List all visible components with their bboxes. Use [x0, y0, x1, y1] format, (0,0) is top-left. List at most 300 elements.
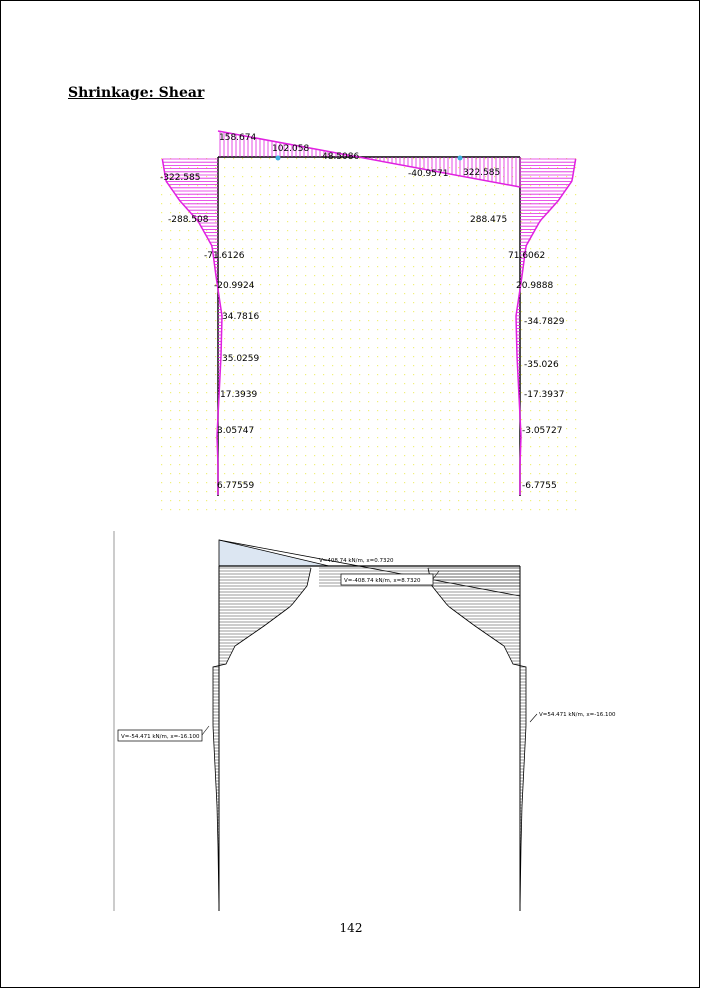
- grid-dot: [161, 302, 162, 303]
- grid-dot: [566, 410, 567, 411]
- grid-dot: [296, 284, 297, 285]
- grid-dot: [557, 482, 558, 483]
- grid-dot: [269, 455, 270, 456]
- grid-dot: [305, 266, 306, 267]
- grid-dot: [278, 482, 279, 483]
- grid-dot: [404, 464, 405, 465]
- grid-dot: [359, 455, 360, 456]
- grid-dot: [512, 446, 513, 447]
- grid-dot: [377, 248, 378, 249]
- grid-dot: [224, 419, 225, 420]
- grid-dot: [323, 311, 324, 312]
- grid-dot: [548, 302, 549, 303]
- grid-dot: [332, 383, 333, 384]
- grid-dot: [530, 266, 531, 267]
- grid-dot: [197, 329, 198, 330]
- grid-dot: [350, 383, 351, 384]
- grid-dot: [314, 374, 315, 375]
- grid-dot: [278, 284, 279, 285]
- grid-dot: [467, 482, 468, 483]
- grid-dot: [197, 446, 198, 447]
- grid-dot: [233, 509, 234, 510]
- grid-dot: [503, 428, 504, 429]
- grid-dot: [404, 203, 405, 204]
- grid-dot: [404, 239, 405, 240]
- grid-dot: [242, 473, 243, 474]
- grid-dot: [233, 212, 234, 213]
- grid-dot: [467, 401, 468, 402]
- grid-dot: [179, 230, 180, 231]
- grid-dot: [161, 212, 162, 213]
- grid-dot: [350, 320, 351, 321]
- grid-dot: [440, 212, 441, 213]
- grid-dot: [224, 266, 225, 267]
- grid-dot: [377, 482, 378, 483]
- grid-dot: [395, 401, 396, 402]
- grid-dot: [341, 365, 342, 366]
- grid-dot: [224, 212, 225, 213]
- grid-dot: [413, 509, 414, 510]
- grid-dot: [395, 293, 396, 294]
- grid-dot: [404, 185, 405, 186]
- grid-dot: [350, 500, 351, 501]
- grid-dot: [368, 419, 369, 420]
- grid-dot: [242, 212, 243, 213]
- grid-dot: [557, 248, 558, 249]
- grid-dot: [440, 446, 441, 447]
- grid-dot: [332, 473, 333, 474]
- grid-dot: [269, 410, 270, 411]
- grid-dot: [476, 275, 477, 276]
- grid-dot: [359, 176, 360, 177]
- grid-dot: [404, 266, 405, 267]
- grid-dot: [278, 257, 279, 258]
- grid-dot: [350, 419, 351, 420]
- grid-dot: [242, 176, 243, 177]
- grid-dot: [476, 248, 477, 249]
- grid-dot: [539, 401, 540, 402]
- grid-dot: [494, 473, 495, 474]
- grid-dot: [566, 275, 567, 276]
- grid-dot: [395, 230, 396, 231]
- grid-dot: [485, 248, 486, 249]
- grid-dot: [206, 311, 207, 312]
- grid-dot: [242, 239, 243, 240]
- grid-dot: [575, 302, 576, 303]
- grid-dot: [251, 221, 252, 222]
- grid-dot: [404, 230, 405, 231]
- grid-dot: [557, 455, 558, 456]
- grid-dot: [251, 176, 252, 177]
- grid-dot: [530, 374, 531, 375]
- grid-dot: [161, 329, 162, 330]
- grid-dot: [224, 158, 225, 159]
- grid-dot: [350, 221, 351, 222]
- grid-dot: [323, 347, 324, 348]
- grid-dot: [206, 401, 207, 402]
- grid-dot: [269, 158, 270, 159]
- grid-dot: [494, 239, 495, 240]
- grid-dot: [575, 284, 576, 285]
- grid-dot: [449, 203, 450, 204]
- grid-dot: [413, 473, 414, 474]
- grid-dot: [251, 230, 252, 231]
- grid-dot: [233, 185, 234, 186]
- grid-dot: [467, 437, 468, 438]
- grid-dot: [377, 284, 378, 285]
- grid-dot: [269, 266, 270, 267]
- grid-dot: [440, 500, 441, 501]
- grid-dot: [251, 473, 252, 474]
- grid-dot: [188, 185, 189, 186]
- grid-dot: [287, 464, 288, 465]
- grid-dot: [566, 455, 567, 456]
- grid-dot: [485, 455, 486, 456]
- grid-dot: [251, 419, 252, 420]
- grid-dot: [449, 284, 450, 285]
- grid-dot: [476, 203, 477, 204]
- grid-dot: [161, 203, 162, 204]
- right-column-value-label: 71.6062: [508, 251, 546, 261]
- grid-dot: [332, 392, 333, 393]
- grid-dot: [449, 275, 450, 276]
- grid-dot: [260, 491, 261, 492]
- grid-dot: [557, 176, 558, 177]
- grid-dot: [485, 302, 486, 303]
- grid-dot: [449, 212, 450, 213]
- grid-dot: [269, 257, 270, 258]
- grid-dot: [431, 446, 432, 447]
- grid-dot: [188, 428, 189, 429]
- grid-dot: [575, 257, 576, 258]
- grid-dot: [467, 194, 468, 195]
- grid-dot: [197, 365, 198, 366]
- grid-dot: [242, 500, 243, 501]
- grid-dot: [449, 500, 450, 501]
- grid-dot: [332, 446, 333, 447]
- grid-dot: [431, 275, 432, 276]
- grid-dot: [422, 284, 423, 285]
- grid-dot: [413, 446, 414, 447]
- grid-dot: [575, 194, 576, 195]
- grid-dot: [179, 284, 180, 285]
- grid-dot: [575, 356, 576, 357]
- grid-dot: [395, 320, 396, 321]
- grid-dot: [242, 203, 243, 204]
- grid-dot: [287, 293, 288, 294]
- grid-dot: [521, 365, 522, 366]
- grid-dot: [476, 428, 477, 429]
- grid-dot: [368, 203, 369, 204]
- grid-dot: [332, 293, 333, 294]
- grid-dot: [512, 509, 513, 510]
- grid-dot: [269, 338, 270, 339]
- grid-dot: [530, 221, 531, 222]
- grid-dot: [494, 338, 495, 339]
- grid-dot: [188, 239, 189, 240]
- grid-dot: [206, 356, 207, 357]
- grid-dot: [251, 347, 252, 348]
- grid-dot: [575, 482, 576, 483]
- grid-dot: [287, 383, 288, 384]
- grid-dot: [206, 392, 207, 393]
- grid-dot: [287, 320, 288, 321]
- grid-dot: [206, 455, 207, 456]
- grid-dot: [314, 320, 315, 321]
- grid-dot: [287, 419, 288, 420]
- grid-dot: [260, 437, 261, 438]
- grid-dot: [197, 482, 198, 483]
- grid-dot: [521, 221, 522, 222]
- grid-dot: [449, 194, 450, 195]
- grid-dot: [188, 266, 189, 267]
- grid-dot: [161, 257, 162, 258]
- grid-dot: [341, 509, 342, 510]
- grid-dot: [368, 293, 369, 294]
- grid-dot: [467, 383, 468, 384]
- grid-dot: [539, 455, 540, 456]
- grid-dot: [422, 320, 423, 321]
- grid-dot: [467, 275, 468, 276]
- grid-dot: [404, 491, 405, 492]
- grid-dot: [377, 491, 378, 492]
- grid-dot: [197, 491, 198, 492]
- grid-dot: [548, 338, 549, 339]
- grid-dot: [377, 392, 378, 393]
- grid-dot: [233, 275, 234, 276]
- grid-dot: [449, 428, 450, 429]
- grid-dot: [440, 329, 441, 330]
- grid-dot: [233, 500, 234, 501]
- grid-dot: [359, 320, 360, 321]
- grid-dot: [395, 410, 396, 411]
- grid-dot: [512, 491, 513, 492]
- grid-dot: [539, 383, 540, 384]
- grid-dot: [395, 266, 396, 267]
- grid-dot: [260, 257, 261, 258]
- grid-dot: [188, 248, 189, 249]
- grid-dot: [161, 239, 162, 240]
- grid-dot: [197, 185, 198, 186]
- grid-dot: [269, 302, 270, 303]
- grid-dot: [566, 383, 567, 384]
- grid-dot: [413, 500, 414, 501]
- grid-dot: [494, 329, 495, 330]
- grid-dot: [377, 374, 378, 375]
- grid-dot: [485, 392, 486, 393]
- grid-dot: [485, 383, 486, 384]
- grid-dot: [224, 437, 225, 438]
- grid-dot: [386, 248, 387, 249]
- grid-dot: [179, 464, 180, 465]
- grid-dot: [503, 482, 504, 483]
- grid-dot: [341, 212, 342, 213]
- grid-dot: [233, 329, 234, 330]
- grid-dot: [458, 302, 459, 303]
- grid-dot: [503, 212, 504, 213]
- grid-dot: [440, 221, 441, 222]
- grid-dot: [458, 167, 459, 168]
- grid-dot: [359, 482, 360, 483]
- grid-dot: [386, 167, 387, 168]
- grid-dot: [395, 221, 396, 222]
- grid-dot: [332, 167, 333, 168]
- grid-dot: [350, 455, 351, 456]
- grid-dot: [503, 338, 504, 339]
- grid-dot: [386, 356, 387, 357]
- grid-dot: [530, 410, 531, 411]
- grid-dot: [296, 311, 297, 312]
- grid-dot: [521, 176, 522, 177]
- support-marker: [276, 156, 281, 161]
- grid-dot: [494, 203, 495, 204]
- grid-dot: [350, 356, 351, 357]
- grid-dot: [422, 194, 423, 195]
- grid-dot: [341, 266, 342, 267]
- grid-dot: [458, 365, 459, 366]
- grid-dot: [323, 356, 324, 357]
- grid-dot: [305, 401, 306, 402]
- grid-dot: [278, 437, 279, 438]
- grid-dot: [386, 383, 387, 384]
- grid-dot: [458, 491, 459, 492]
- grid-dot: [206, 419, 207, 420]
- grid-dot: [359, 473, 360, 474]
- grid-dot: [278, 338, 279, 339]
- grid-dot: [170, 428, 171, 429]
- grid-dot: [188, 293, 189, 294]
- grid-dot: [224, 374, 225, 375]
- grid-dot: [458, 266, 459, 267]
- grid-dot: [512, 428, 513, 429]
- grid-dot: [305, 356, 306, 357]
- grid-dot: [314, 266, 315, 267]
- grid-dot: [467, 464, 468, 465]
- grid-dot: [359, 410, 360, 411]
- grid-dot: [278, 446, 279, 447]
- grid-dot: [485, 203, 486, 204]
- grid-dot: [368, 230, 369, 231]
- grid-dot: [215, 167, 216, 168]
- grid-dot: [242, 338, 243, 339]
- grid-dot: [224, 338, 225, 339]
- grid-dot: [287, 356, 288, 357]
- grid-dot: [539, 446, 540, 447]
- grid-dot: [413, 383, 414, 384]
- grid-dot: [566, 311, 567, 312]
- grid-dot: [566, 248, 567, 249]
- grid-dot: [188, 509, 189, 510]
- grid-dot: [179, 500, 180, 501]
- grid-dot: [548, 455, 549, 456]
- grid-dot: [503, 320, 504, 321]
- grid-dot: [161, 500, 162, 501]
- grid-dot: [449, 221, 450, 222]
- grid-dot: [440, 230, 441, 231]
- grid-dot: [566, 293, 567, 294]
- grid-dot: [395, 473, 396, 474]
- grid-dot: [206, 482, 207, 483]
- grid-dot: [332, 509, 333, 510]
- grid-dot: [440, 509, 441, 510]
- grid-dot: [530, 185, 531, 186]
- shear-diagram-elevation-figure: [109, 526, 616, 916]
- grid-dot: [575, 491, 576, 492]
- grid-dot: [449, 374, 450, 375]
- grid-dot: [530, 446, 531, 447]
- grid-dot: [530, 347, 531, 348]
- grid-dot: [305, 446, 306, 447]
- grid-dot: [260, 473, 261, 474]
- grid-dot: [404, 176, 405, 177]
- grid-dot: [386, 338, 387, 339]
- grid-dot: [440, 482, 441, 483]
- grid-dot: [251, 491, 252, 492]
- grid-dot: [458, 194, 459, 195]
- grid-dot: [566, 284, 567, 285]
- grid-dot: [557, 293, 558, 294]
- grid-dot: [575, 203, 576, 204]
- grid-dot: [332, 302, 333, 303]
- grid-dot: [161, 221, 162, 222]
- grid-dot: [314, 455, 315, 456]
- grid-dot: [260, 221, 261, 222]
- grid-dot: [188, 347, 189, 348]
- grid-dot: [449, 347, 450, 348]
- grid-dot: [431, 194, 432, 195]
- grid-dot: [350, 212, 351, 213]
- grid-dot: [458, 392, 459, 393]
- grid-dot: [305, 482, 306, 483]
- grid-dot: [314, 311, 315, 312]
- grid-dot: [278, 266, 279, 267]
- grid-dot: [323, 176, 324, 177]
- grid-dot: [314, 437, 315, 438]
- grid-dot: [305, 167, 306, 168]
- grid-dot: [170, 212, 171, 213]
- grid-dot: [161, 410, 162, 411]
- grid-dot: [242, 419, 243, 420]
- grid-dot: [260, 311, 261, 312]
- grid-dot: [485, 230, 486, 231]
- grid-dot: [377, 311, 378, 312]
- grid-dot: [341, 302, 342, 303]
- grid-dot: [296, 212, 297, 213]
- grid-dot: [431, 230, 432, 231]
- grid-dot: [368, 473, 369, 474]
- grid-dot: [521, 392, 522, 393]
- grid-dot: [215, 365, 216, 366]
- grid-dot: [503, 257, 504, 258]
- right-column-value-label: 20.9888: [516, 281, 554, 291]
- grid-dot: [548, 500, 549, 501]
- grid-dot: [359, 338, 360, 339]
- grid-dot: [485, 194, 486, 195]
- grid-dot: [485, 410, 486, 411]
- grid-dot: [539, 275, 540, 276]
- grid-dot: [224, 203, 225, 204]
- grid-dot: [314, 167, 315, 168]
- grid-dot: [566, 194, 567, 195]
- grid-dot: [422, 500, 423, 501]
- grid-dot: [575, 167, 576, 168]
- grid-dot: [449, 446, 450, 447]
- grid-dot: [557, 212, 558, 213]
- grid-dot: [512, 212, 513, 213]
- grid-dot: [197, 302, 198, 303]
- grid-dot: [467, 311, 468, 312]
- grid-dot: [431, 302, 432, 303]
